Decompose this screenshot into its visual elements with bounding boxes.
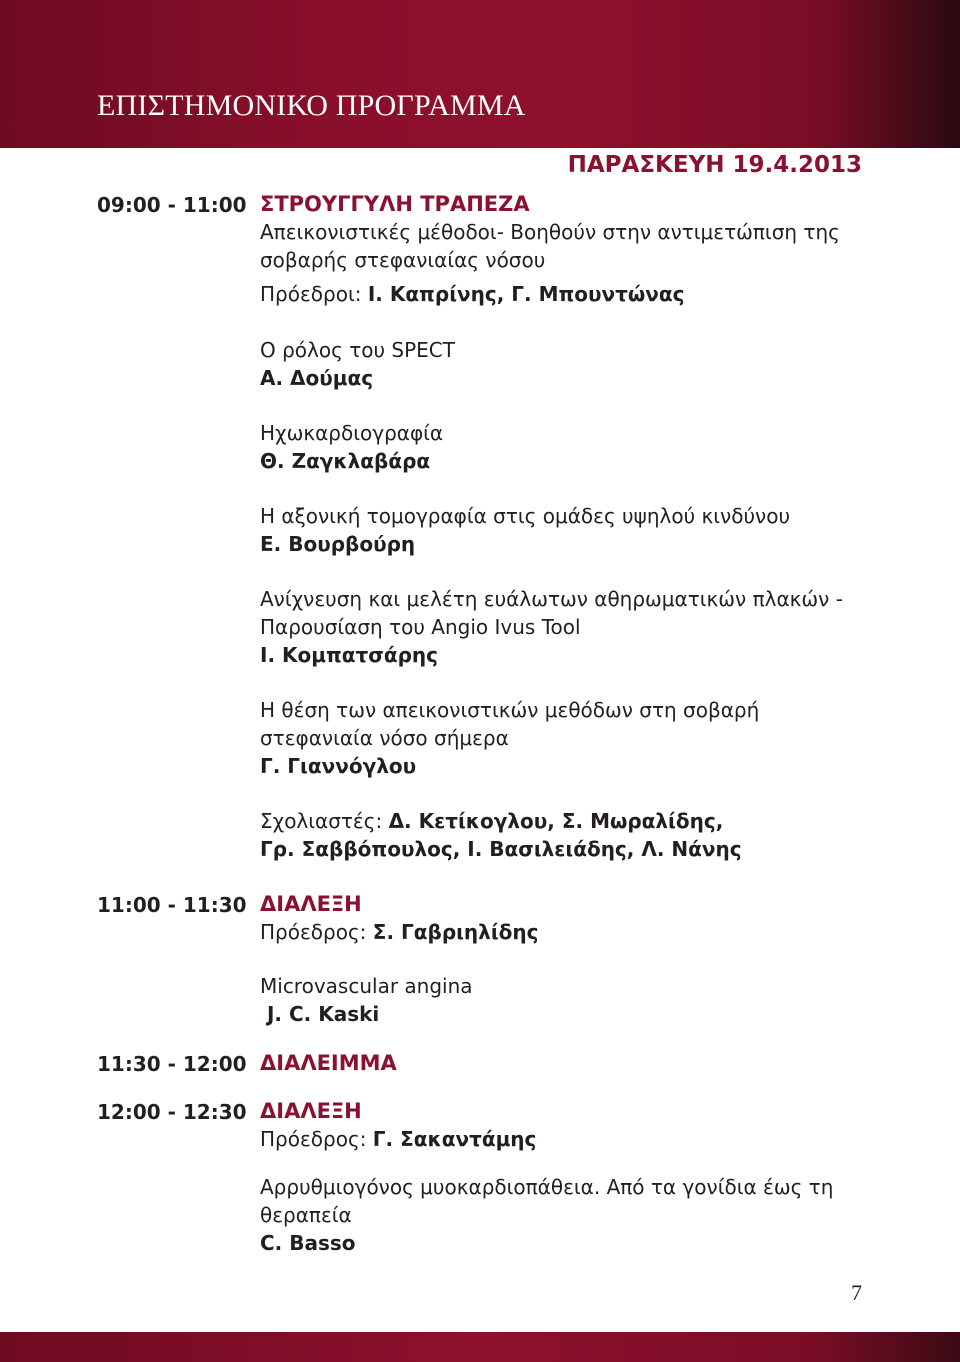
chair-name: Σ. Γαβριηλίδης xyxy=(372,920,539,944)
talk-item xyxy=(260,585,880,669)
talk-speaker: Ι. Κομπατσάρης xyxy=(260,643,439,667)
header-banner xyxy=(0,0,960,148)
talk-item xyxy=(260,502,880,558)
page-title: ΕΠΙΣΤΗΜΟΝΙΚΟ ΠΡΟΓΡΑΜΜΑ xyxy=(97,89,526,122)
session-subtitle-line: σοβαρής στεφανιαίας νόσου xyxy=(260,248,546,272)
talk-speaker: Α. Δούμας xyxy=(260,366,374,390)
session-title: ΔΙΑΛΕΙΜΜΑ xyxy=(260,1051,397,1075)
talk-speaker: J. C. Kaski xyxy=(260,1002,380,1026)
session-lecture xyxy=(260,1097,880,1153)
chairs-line xyxy=(260,280,880,308)
commentators-names: Γρ. Σαββόπουλος, Ι. Βασιλειάδης, Λ. Νάνης xyxy=(260,837,742,861)
session-break xyxy=(260,1049,880,1077)
session-time: 11:00 - 11:30 xyxy=(97,893,247,917)
talk-item xyxy=(260,972,880,1028)
talk-item xyxy=(260,419,880,475)
session-time: 09:00 - 11:00 xyxy=(97,193,247,217)
page-number: 7 xyxy=(851,1280,862,1305)
talk-speaker: Ε. Βουρβούρη xyxy=(260,532,416,556)
session-subtitle-line: Απεικονιστικές μέθοδοι- Βοηθούν στην αντιμετώπιση της xyxy=(260,220,840,244)
talk-speaker: Θ. Ζαγκλαβάρα xyxy=(260,449,431,473)
session-time: 12:00 - 12:30 xyxy=(97,1100,247,1124)
talk-title: Παρουσίαση του Angio Ivus Tool xyxy=(260,615,581,639)
talk-title: Microvascular angina xyxy=(260,974,473,998)
talk-item xyxy=(260,696,880,780)
session-roundtable xyxy=(260,190,880,308)
chair-label: Πρόεδρος: xyxy=(260,920,373,944)
session-title: ΔΙΑΛΕΞΗ xyxy=(260,1099,362,1123)
commentators xyxy=(260,807,880,863)
session-title: ΣΤΡΟΥΓΓΥΛΗ ΤΡΑΠΕΖΑ xyxy=(260,192,530,216)
commentators-names: Δ. Κετίκογλου, Σ. Μωραλίδης, xyxy=(388,809,724,833)
talk-speaker: C. Basso xyxy=(260,1231,356,1255)
talk-title: Η αξονική τομογραφία στις ομάδες υψηλού κινδύνου xyxy=(260,504,791,528)
session-time: 11:30 - 12:00 xyxy=(97,1052,247,1076)
day-heading: ΠΑΡΑΣΚΕΥΗ 19.4.2013 xyxy=(567,152,862,178)
footer-bar xyxy=(0,1332,960,1362)
talk-item xyxy=(260,1173,880,1257)
chairs-names: Ι. Καπρίνης, Γ. Μπουντώνας xyxy=(367,282,685,306)
talk-item xyxy=(260,336,880,392)
session-lecture xyxy=(260,890,880,946)
talk-title: Η θέση των απεικονιστικών μεθόδων στη σοβαρή xyxy=(260,698,760,722)
commentators-label: Σχολιαστές: xyxy=(260,809,389,833)
talk-title: Ηχωκαρδιογραφία xyxy=(260,421,444,445)
talk-title: Αρρυθμιογόνος μυοκαρδιοπάθεια. Από τα γονίδια έως τη xyxy=(260,1175,834,1199)
chair-label: Πρόεδρος: xyxy=(260,1127,373,1151)
session-title: ΔΙΑΛΕΞΗ xyxy=(260,892,362,916)
talk-speaker: Γ. Γιαννόγλου xyxy=(260,754,417,778)
talk-title: Ο ρόλος του SPECT xyxy=(260,338,455,362)
talk-title: Ανίχνευση και μελέτη ευάλωτων αθηρωματικών πλακών - xyxy=(260,587,843,611)
talk-title: θεραπεία xyxy=(260,1203,352,1227)
chair-name: Γ. Σακαντάμης xyxy=(372,1127,537,1151)
chairs-label: Πρόεδροι: xyxy=(260,282,368,306)
talk-title: στεφανιαία νόσο σήμερα xyxy=(260,726,509,750)
